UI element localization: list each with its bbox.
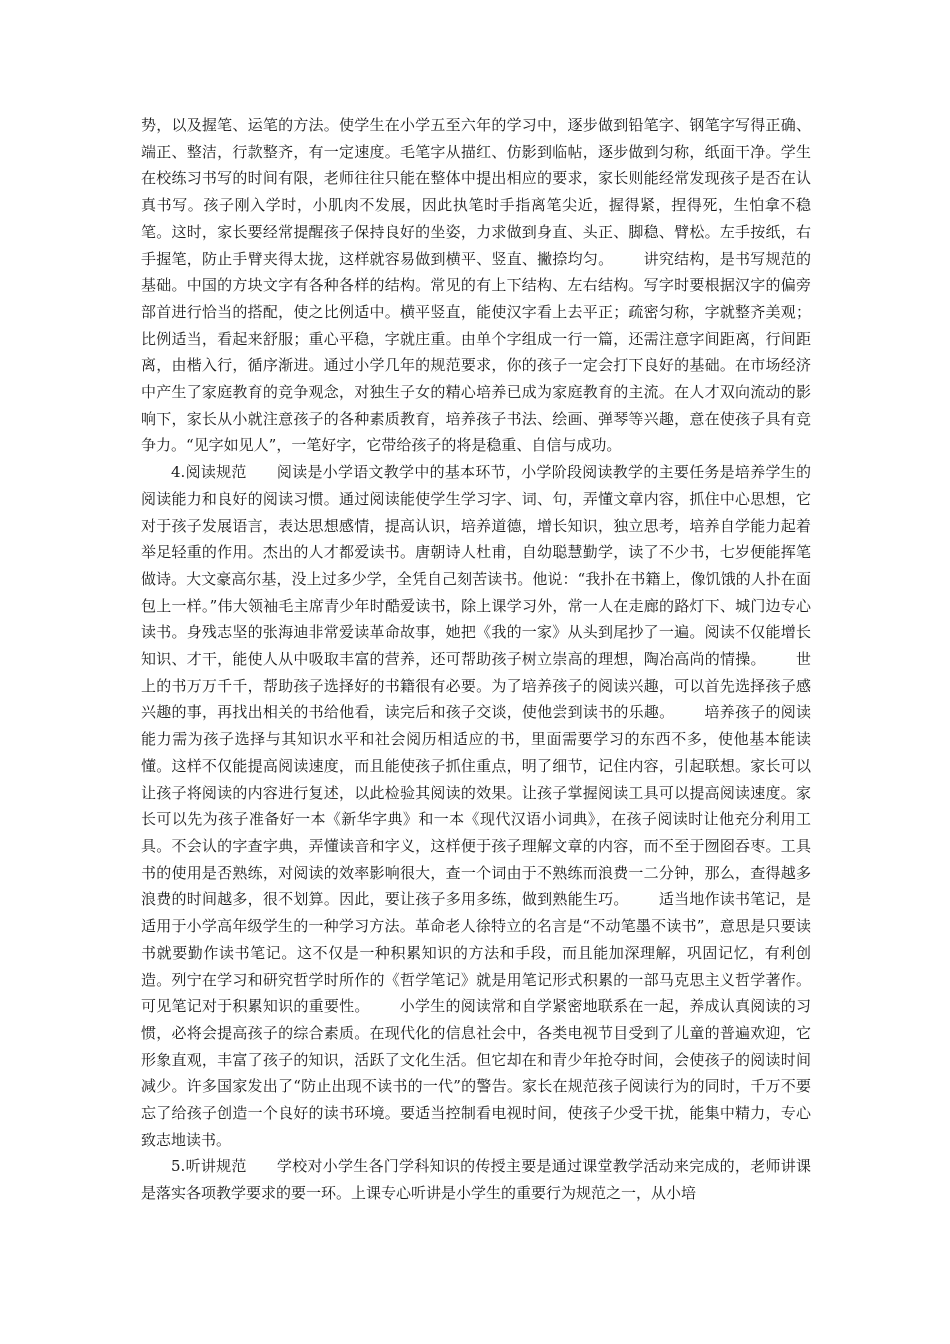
- text-segment: 讲究结构，是书写规范的基础。中国的方块文字有各种各样的结构。常见的有上下结构、左右结构。写字时要根据汉字的偏旁部首进行恰当的搭配，使之比例适中。横平竖直，能使汉字看上去平正；疏密匀称，字就整齐美观；比例适当，看起来舒服；重心平稳，字就庄重。由单个字组成一行一篇，还需注意字间距离，行间距离，由楷入行，循序渐进。通过小学几年的规范要求，你的孩子一定会打下良好的基础。在市场经济中产生了家庭教育的竞争观念，对独生子女的精心培养已成为家庭教育的主流。在人才双向流动的影响下，家长从小就注意孩子的各种素质教育，培养孩子书法、绘画、弹琴等兴趣，意在使孩子具有竞争力。“见字如见人”，一笔好字，它带给孩子的将是稳重、自信与成功。: [141, 249, 811, 455]
- text-segment: 学校对小学生各门学科知识的传授主要是通过课堂教学活动来完成的，老师讲课是落实各项教学要求的要一环。上课专心听讲是小学生的重要行为规范之一，从小培: [141, 1157, 811, 1203]
- text-segment: 阅读是小学语文教学中的基本环节，小学阶段阅读教学的主要任务是培养学生的阅读能力和良好的阅读习惯。通过阅读能使学生学习字、词、句，弄懂文章内容，抓住中心思想，它对于孩子发展语言，表达思想感情，提高认识，培养道德，增长知识，独立思考，培养自学能力起着举足轻重的作用。杰出的人才都爱读书。唐朝诗人杜甫，自幼聪慧勤学，读了不少书，七岁便能挥笔做诗。大文豪高尔基，没上过多少学，全凭自己刻苦读书。他说：“我扑在书籍上，像饥饿的人扑在面包上一样。”伟大领袖毛主席青少年时酷爱读书，除上课学习外，常一人在走廊的路灯下、城门边专心读书。身残志坚的张海迪非常爱读革命故事，她把《我的一家》从头到尾抄了一遍。阅读不仅能增长知识、才干，能使人从中吸取丰富的营养，还可帮助孩子树立崇高的理想，陶冶高尚的情操。: [141, 463, 811, 669]
- text-segment: 培养孩子的阅读能力需为孩子选择与其知识水平和社会阅历相适应的书，里面需要学习的东西不多，使他基本能读懂。这样不仅能提高阅读速度，而且能使孩子抓住重点，明了细节，记住内容，引起联想。家长可以让孩子将阅读的内容进行复述，以此检验其阅读的效果。让孩子掌握阅读工具可以提高阅读速度。家长可以先为孩子准备好一本《新华字典》和一本《现代汉语小词典》，在孩子阅读时让他充分利用工具。不会认的字查字典，弄懂读音和字义，这样便于孩子理解文章的内容，而不至于囫囵吞枣。工具书的使用是否熟练，对阅读的效率影响很大，查一个词由于不熟练而浪费一二分钟，那么，查得越多浪费的时间越多，很不划算。因此，要让孩子多用多练，做到熟能生巧。: [141, 703, 811, 909]
- paragraph-reading-norms: [141, 459, 811, 1153]
- document-body: [141, 112, 811, 1207]
- section-heading: 5.听讲规范: [171, 1157, 247, 1176]
- text-segment: 小学生的阅读常和自学紧密地联系在一起，养成认真阅读的习惯，必将会提高孩子的综合素质。在现代化的信息社会中，各类电视节目受到了儿童的普遍欢迎，它形象直观，丰富了孩子的知识，活跃了文化生活。但它却在和青少年抢夺时间，会使孩子的阅读时间减少。许多国家发出了“防止出现不读书的一代”的警告。家长在规范孩子阅读行为的同时，千万不要忘了给孩子创造一个良好的读书环境。要适当控制看电视时间，使孩子少受干扰，能集中精力，专心致志地读书。: [141, 997, 811, 1149]
- text-segment: 势，以及握笔、运笔的方法。使学生在小学五至六年的学习中，逐步做到铅笔字、钢笔字写得正确、端正、整洁，行款整齐，有一定速度。毛笔字从描红、仿影到临帖，逐步做到匀称，纸面干净。学生在校练习书写的时间有限，老师往往只能在整体中提出相应的要求，家长则能经常发现孩子是否在认真书写。孩子刚入学时，小肌肉不发展，因此执笔时手指离笔尖近，握得紧，捏得死，生怕拿不稳笔。这时，家长要经常提醒孩子保持良好的坐姿，力求做到身直、头正、脚稳、臂松。左手按纸，右手握笔，防止手臂夹得太拢，这样就容易做到横平、竖直、撇捺均匀。: [141, 116, 811, 268]
- paragraph-writing-continued: [141, 112, 811, 459]
- section-heading: 4.阅读规范: [171, 463, 247, 482]
- paragraph-listening-norms: [141, 1153, 811, 1206]
- text-segment: 世上的书万万千千，帮助孩子选择好的书籍很有必要。为了培养孩子的阅读兴趣，可以首先选择孩子感兴趣的事，再找出相关的书给他看，读完后和孩子交谈，使他尝到读书的乐趣。: [141, 650, 811, 722]
- text-segment: 适当地作读书笔记，是适用于小学高年级学生的一种学习方法。革命老人徐特立的名言是“不动笔墨不读书”，意思是只要读书就要勤作读书笔记。这不仅是一种积累知识的方法和手段，而且能加深理解，巩固记忆，有利创造。列宁在学习和研究哲学时所作的《哲学笔记》就是用笔记形式积累的一部马克思主义哲学著作。可见笔记对于积累知识的重要性。: [141, 890, 811, 1016]
